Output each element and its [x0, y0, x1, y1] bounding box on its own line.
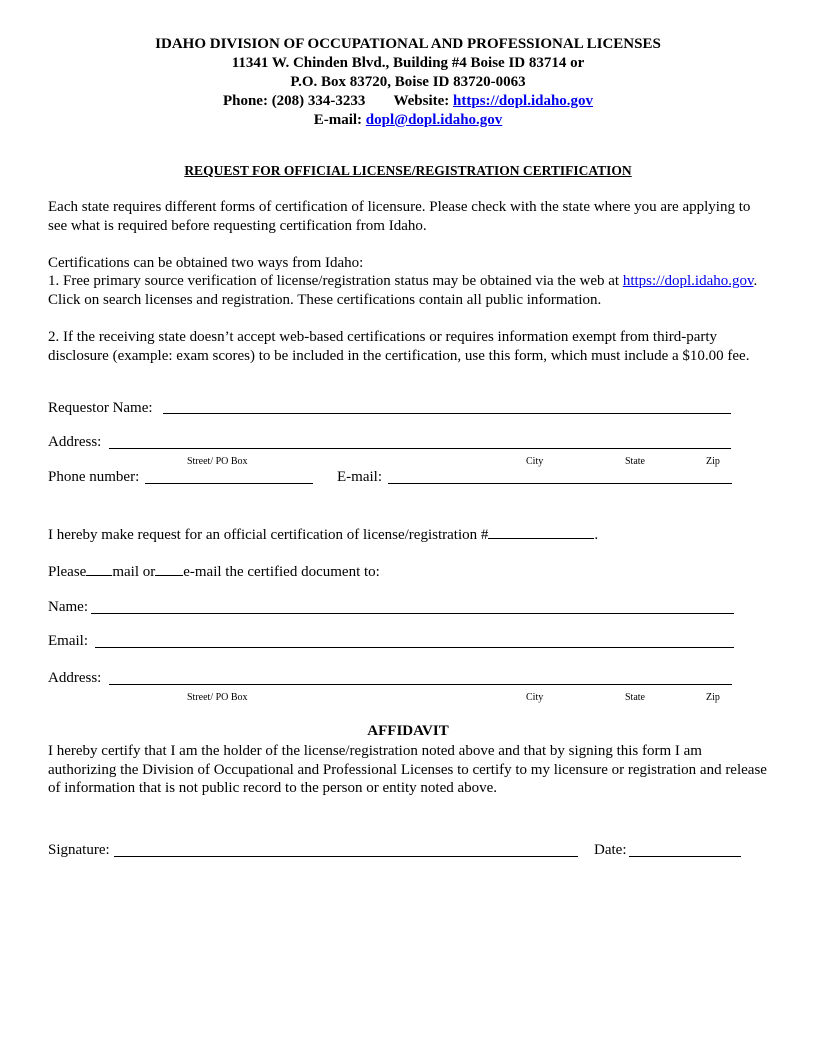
website-label: Website: [393, 93, 450, 109]
requestor-city-caption: City [526, 456, 544, 467]
requestor-phone-label: Phone number: [48, 469, 140, 485]
requestor-address-field[interactable] [109, 448, 731, 449]
license-request-text: I hereby make request for an official certification of license/registration # [48, 527, 489, 543]
recipient-name-field[interactable] [91, 613, 734, 614]
recipient-state-caption: State [625, 692, 645, 703]
way-one-prefix: 1. Free primary source verification of license/registration status may be obtained via the web at [48, 273, 620, 289]
email-document-text: e-mail the certified document to: [183, 564, 380, 580]
requestor-zip-caption: Zip [706, 456, 720, 467]
requestor-address-label: Address: [48, 434, 102, 450]
way-one-paragraph [48, 272, 768, 309]
way-one-suffix: . Click on search licenses and registration. These certifications contain all public information. [48, 273, 758, 308]
recipient-city-caption: City [526, 692, 544, 703]
recipient-email-label: Email: [48, 633, 88, 649]
requestor-name-label: Requestor Name: [48, 400, 153, 416]
agency-name: IDAHO DIVISION OF OCCUPATIONAL AND PROFESSIONAL LICENSES [155, 36, 661, 52]
address-line-1: 11341 W. Chinden Blvd., Building #4 Boise ID 83714 or [231, 55, 585, 71]
form-title: REQUEST FOR OFFICIAL LICENSE/REGISTRATION CERTIFICATION [184, 163, 632, 178]
website-link[interactable]: https://dopl.idaho.gov [453, 93, 594, 109]
recipient-name-label: Name: [48, 599, 88, 615]
recipient-email-field[interactable] [95, 647, 734, 648]
delivery-method-line [48, 561, 380, 581]
signature-field[interactable] [114, 856, 578, 857]
date-field[interactable] [629, 856, 741, 857]
recipient-address-label: Address: [48, 670, 102, 686]
requestor-name-field[interactable] [163, 413, 731, 414]
mail-or-text: mail or [112, 564, 156, 580]
email-link[interactable]: dopl@dopl.idaho.gov [365, 112, 503, 128]
email-line [0, 111, 816, 130]
ways-heading: Certifications can be obtained two ways from Idaho: [48, 255, 364, 271]
recipient-street-caption: Street/ PO Box [187, 692, 248, 703]
requestor-email-label: E-mail: [337, 469, 382, 485]
contact-line [0, 92, 816, 111]
requestor-email-field[interactable] [388, 483, 732, 484]
recipient-zip-caption: Zip [706, 692, 720, 703]
requestor-phone-field[interactable] [145, 483, 313, 484]
intro-paragraph: Each state requires different forms of certification of licensure. Please check with the state where you are applying to see what is required before requesting certification from Idaho. [48, 199, 751, 234]
mail-checkbox-blank[interactable] [86, 561, 112, 576]
way-two-paragraph: 2. If the receiving state doesn’t accept web-based certifications or requires information exempt from third-party disclosure (example: exam scores) to be included in the certification, use this form, which must include a $10.00 fee. [48, 329, 750, 364]
license-request-line [48, 524, 598, 544]
license-request-end: . [594, 527, 599, 543]
phone-text: Phone: (208) 334-3233 [222, 93, 366, 109]
email-label: E-mail: [313, 112, 363, 128]
signature-label: Signature: [48, 842, 110, 858]
way-one-link[interactable]: https://dopl.idaho.gov [622, 273, 754, 289]
affidavit-text: I hereby certify that I am the holder of the license/registration noted above and that by signing this form I am authorizing the Division of Occupational and Professional Licenses to certify to my licensure or registration and release of information that is not public record to the person or entity noted above. [48, 743, 767, 796]
address-line-2: P.O. Box 83720, Boise ID 83720-0063 [290, 74, 526, 90]
requestor-state-caption: State [625, 456, 645, 467]
affidavit-heading: AFFIDAVIT [367, 723, 449, 739]
recipient-address-field[interactable] [109, 684, 732, 685]
email-checkbox-blank[interactable] [155, 561, 183, 576]
date-label: Date: [594, 842, 627, 858]
please-text: Please [48, 564, 87, 580]
license-number-field[interactable] [488, 524, 594, 539]
requestor-street-caption: Street/ PO Box [187, 456, 248, 467]
